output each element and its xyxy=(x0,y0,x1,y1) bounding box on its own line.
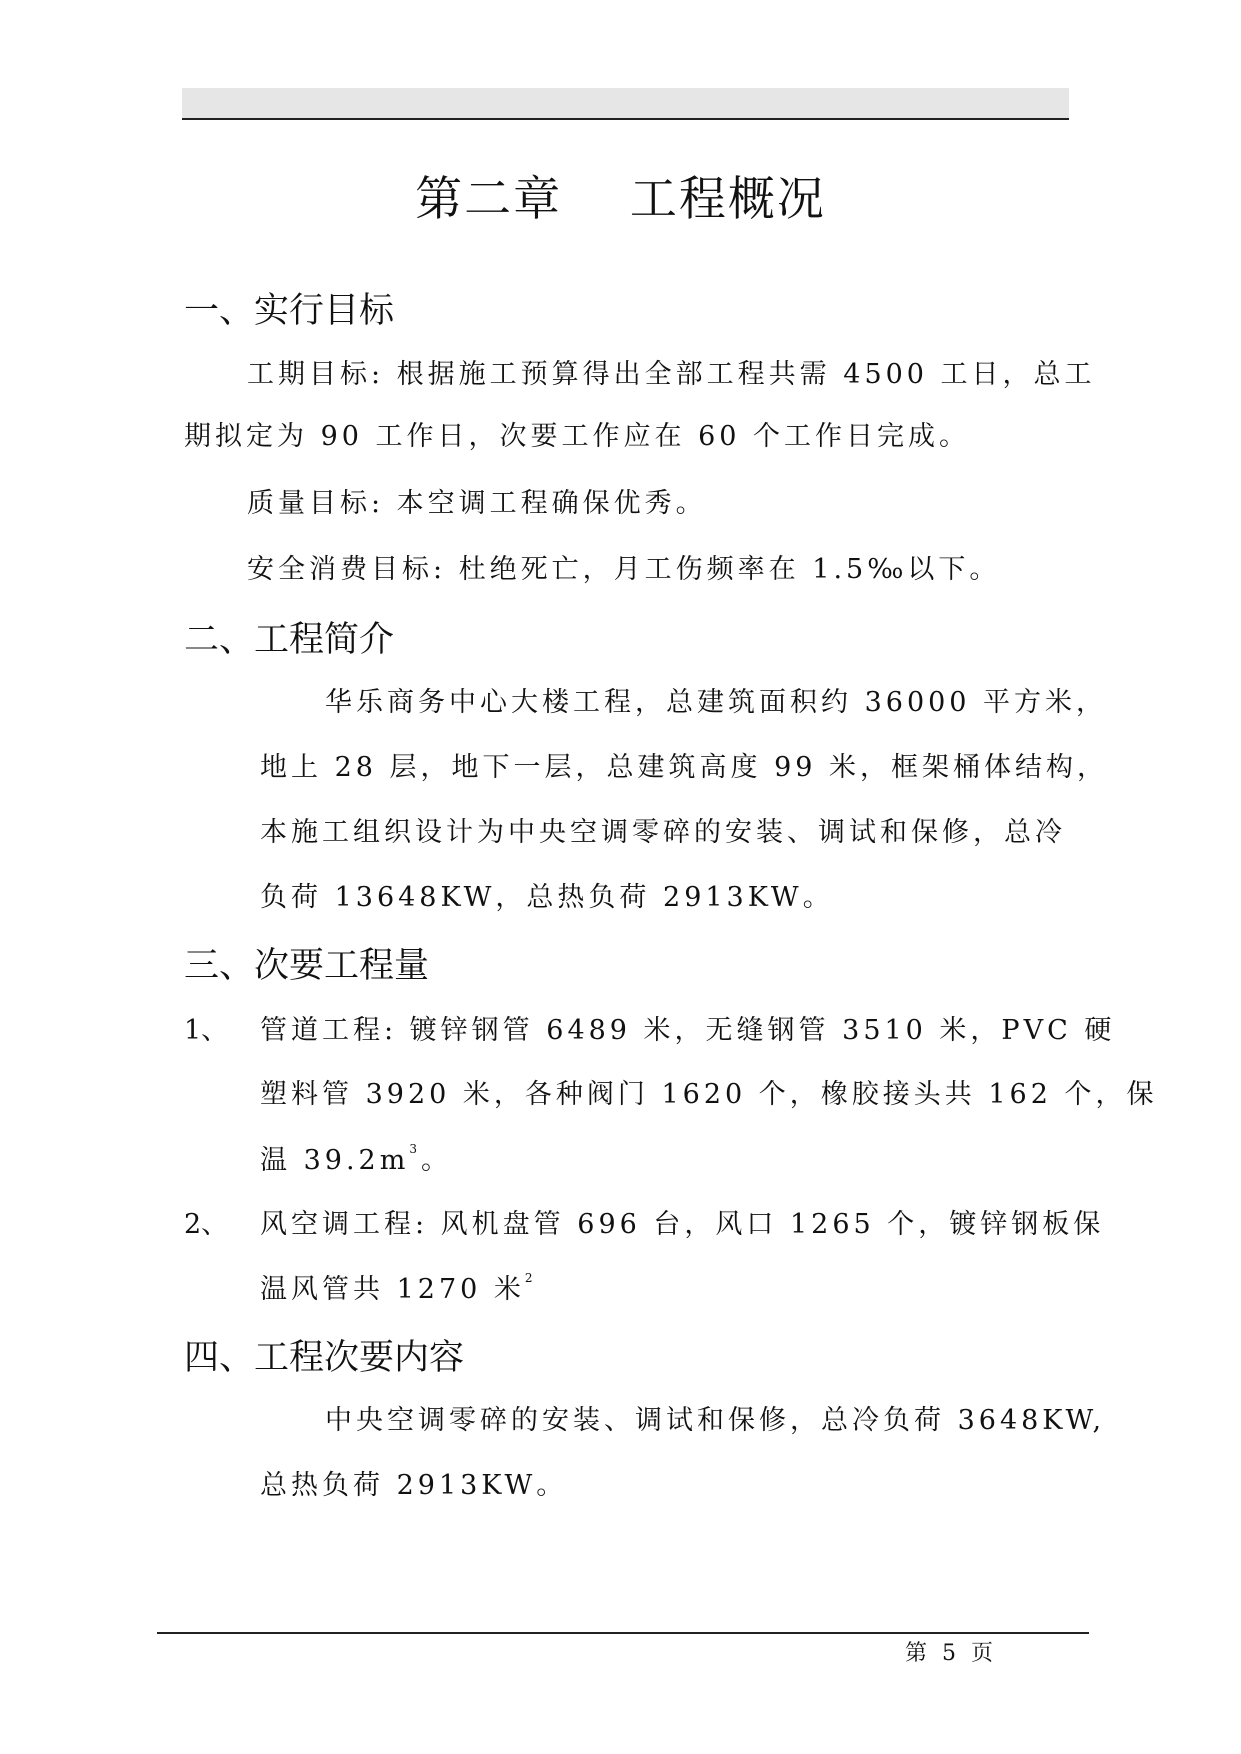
page-number: 第 5 页 xyxy=(905,1641,997,1666)
intro-line-4: 负荷 13648KW，总热负荷 2913KW。 xyxy=(260,882,834,913)
goals-line-2: 期拟定为 90 工作日，次要工作应在 60 个工作日完成。 xyxy=(184,421,971,452)
header-rule xyxy=(182,88,1069,120)
list-number-1: 1、 xyxy=(184,1015,229,1046)
footer-rule xyxy=(157,1632,1089,1634)
quantities-item-1-line-3 xyxy=(260,1138,452,1177)
content-line-2: 总热负荷 2913KW。 xyxy=(260,1470,568,1501)
chapter-title: 第二章 工程概况 xyxy=(415,172,826,227)
intro-line-2: 地上 28 层，地下一层，总建筑高度 99 米，框架桶体结构， xyxy=(260,752,1109,783)
goals-line-1: 工期目标: 根据施工预算得出全部工程共需 4500 工日，总工 xyxy=(247,359,1096,390)
goals-line-4: 安全消费目标: 杜绝死亡，月工伤频率在 1.5‰以下。 xyxy=(247,554,1001,585)
content-line-1: 中央空调零碎的安装、调试和保修，总冷负荷 3648KW, xyxy=(325,1405,1106,1436)
section-heading-quantities: 三、次要工程量 xyxy=(184,946,430,986)
item-1-superscript: 3 xyxy=(409,1142,421,1156)
quantities-item-2-line-1: 风空调工程: 风机盘管 696 台，风口 1265 个，镀锌钢板保 xyxy=(260,1209,1105,1240)
item-1-last-suffix: 。 xyxy=(420,1145,452,1176)
item-2-superscript: 2 xyxy=(524,1271,537,1285)
goals-line-3: 质量目标: 本空调工程确保优秀。 xyxy=(247,488,707,519)
intro-line-3: 本施工组织设计为中央空调零碎的安装、调试和保修，总冷 xyxy=(260,817,1066,848)
intro-line-1: 华乐商务中心大楼工程，总建筑面积约 36000 平方米， xyxy=(325,687,1108,718)
item-2-last-text: 温风管共 1270 米 xyxy=(260,1274,525,1305)
quantities-item-1-line-1: 管道工程: 镀锌钢管 6489 米，无缝钢管 3510 米，PVC 硬 xyxy=(260,1015,1116,1046)
quantities-item-2-line-2 xyxy=(260,1267,537,1306)
section-heading-goals: 一、实行目标 xyxy=(184,291,395,331)
item-1-last-text: 温 39.2m xyxy=(260,1145,410,1176)
quantities-item-1-line-2: 塑料管 3920 米，各种阀门 1620 个，橡胶接头共 162 个，保 xyxy=(260,1079,1158,1110)
section-heading-content: 四、工程次要内容 xyxy=(184,1338,465,1378)
section-heading-intro: 二、工程简介 xyxy=(184,620,395,660)
list-number-2: 2、 xyxy=(184,1209,229,1240)
